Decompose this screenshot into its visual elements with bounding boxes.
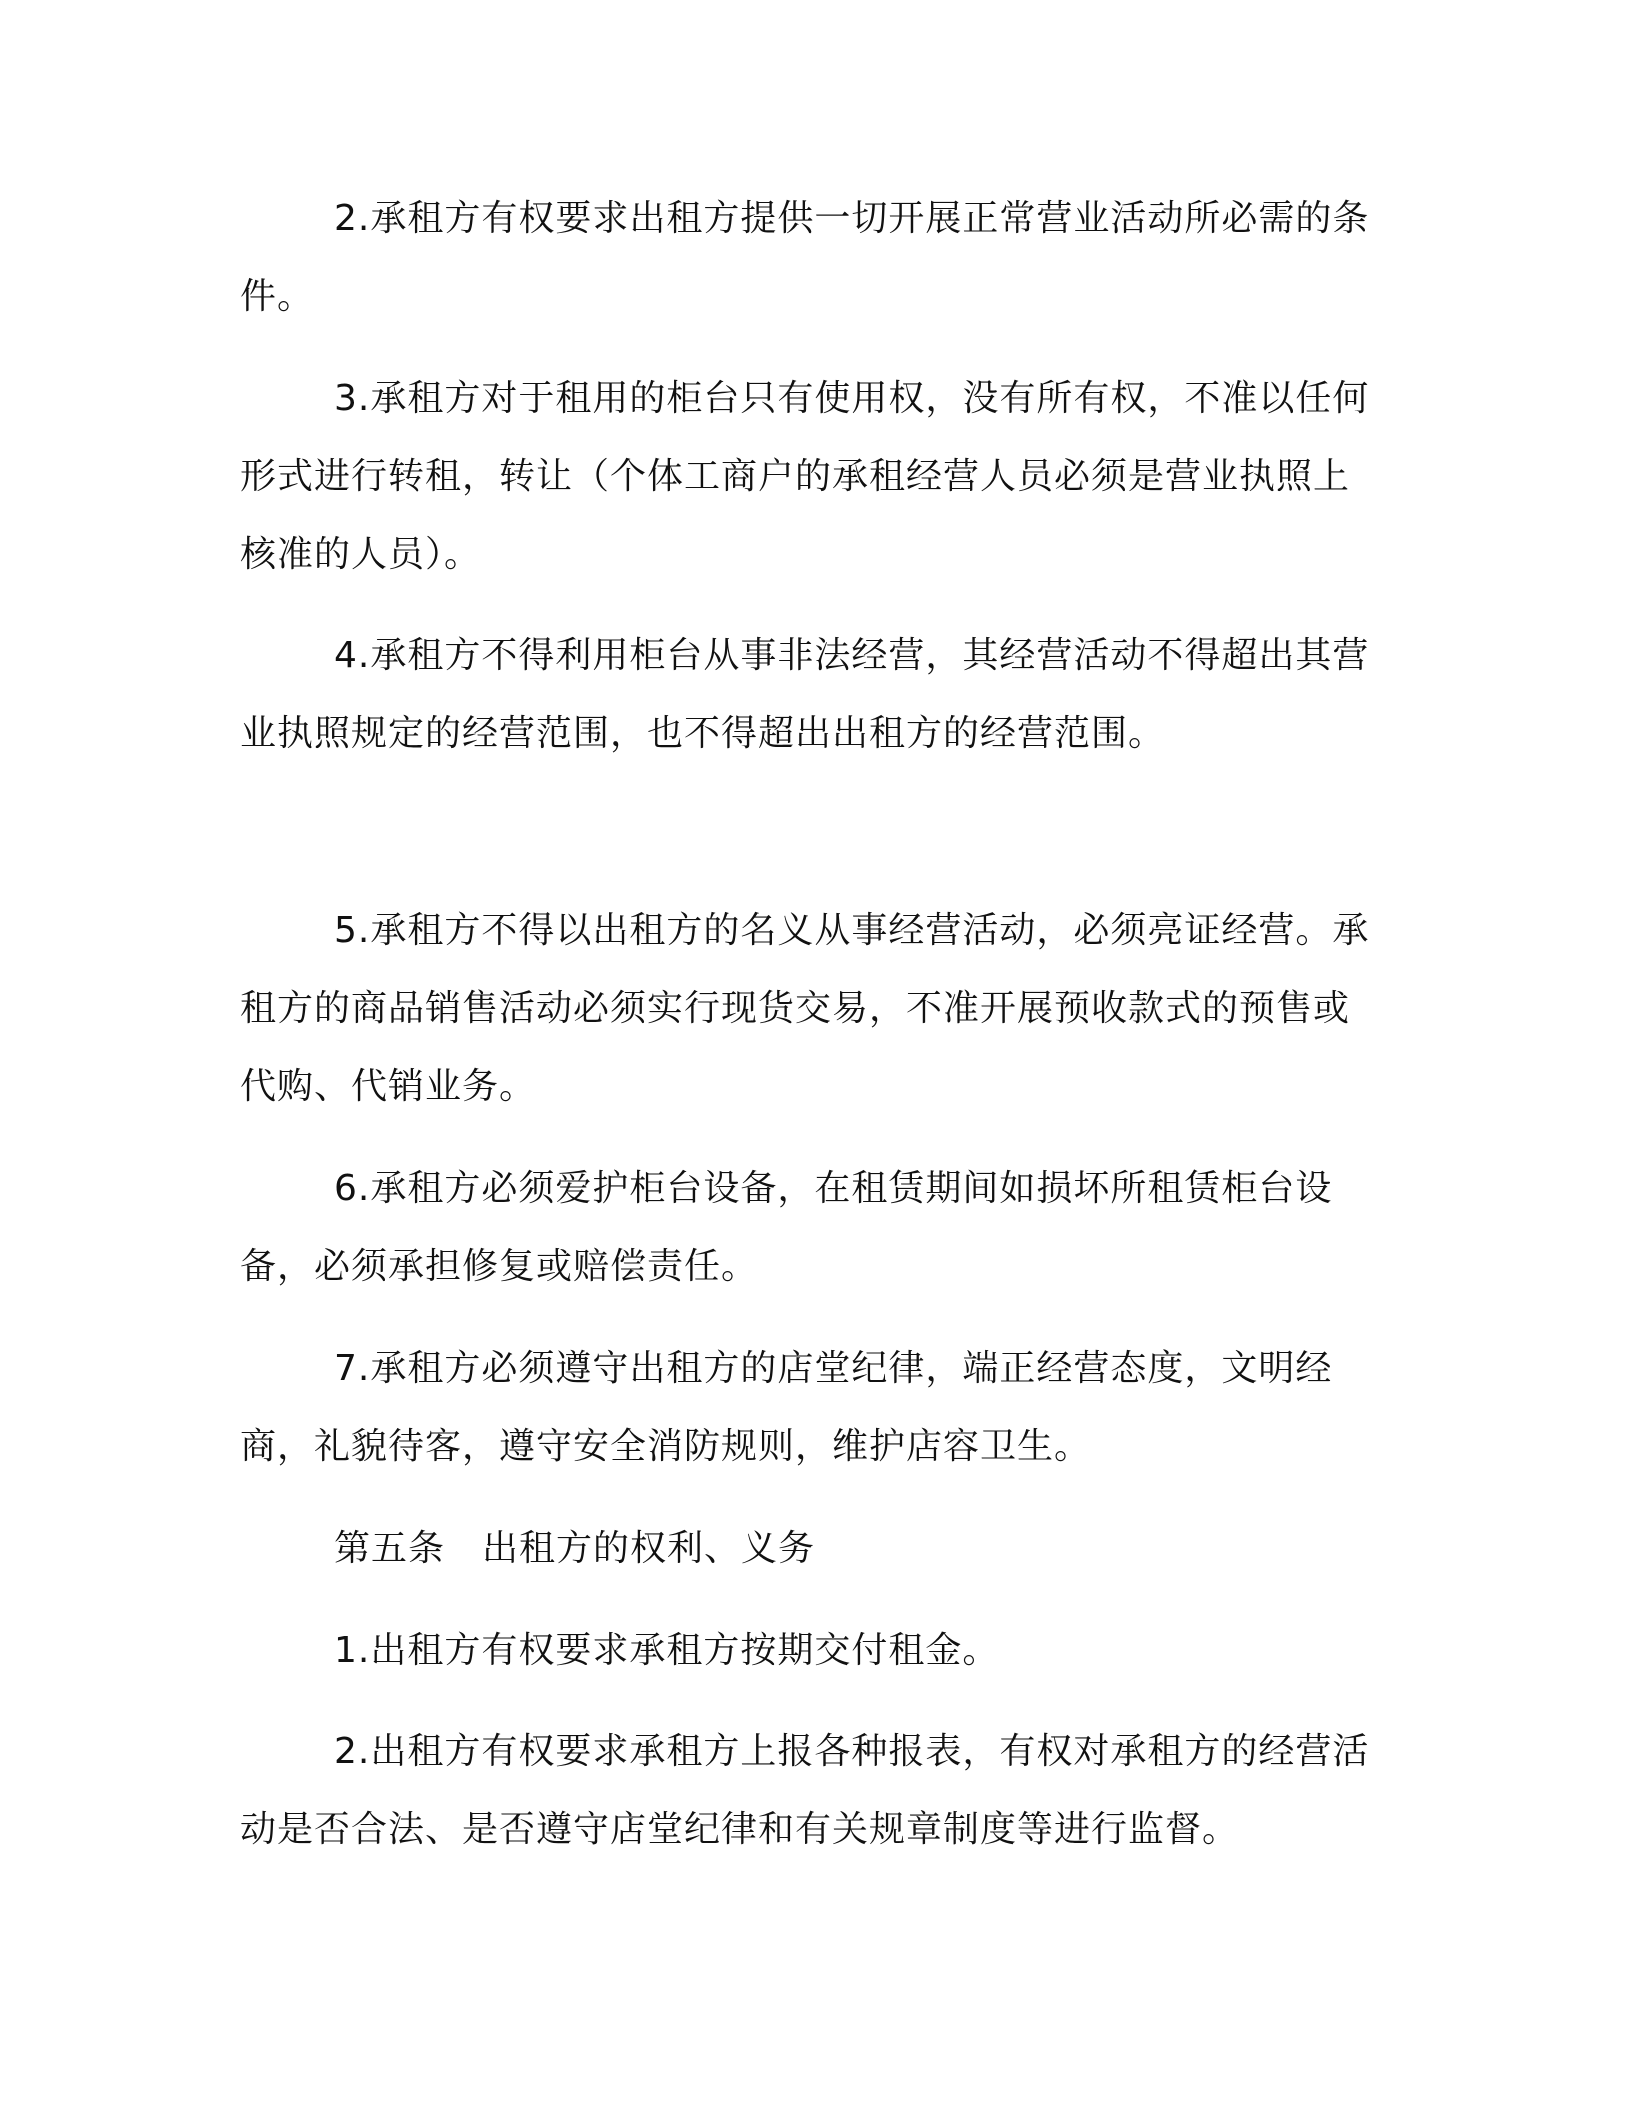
lessor-clause-1-rent: 1.出租方有权要求承租方按期交付租金。: [334, 1630, 1000, 1671]
clause-2-tenant-right: 2.承租方有权要求出租方提供一切开展正常营业活动所必需的条件。: [240, 198, 1370, 317]
clause-7-store-discipline: 7.承租方必须遵守出租方的店堂纪律，端正经营态度，文明经商，礼貌待客，遵守安全消防规则，维护店容卫生。: [240, 1348, 1333, 1467]
clause-6-equipment-care: 6.承租方必须爱护柜台设备，在租赁期间如损坏所租赁柜台设备，必须承担修复或赔偿责任。: [240, 1168, 1333, 1287]
clause-5-license-display: 5.承租方不得以出租方的名义从事经营活动，必须亮证经营。承租方的商品销售活动必须实行现货交易，不准开展预收款式的预售或代购、代销业务。: [240, 910, 1370, 1107]
section-heading: 第五条 出租方的权利、义务: [334, 1528, 816, 1569]
clause-3-no-sublease: 3.承租方对于租用的柜台只有使用权，没有所有权，不准以任何形式进行转租，转让（个体工商户的承租经营人员必须是营业执照上核准的人员）。: [240, 378, 1370, 575]
clause-4-legal-operation: 4.承租方不得利用柜台从事非法经营，其经营活动不得超出其营业执照规定的经营范围，也不得超出出租方的经营范围。: [240, 635, 1370, 754]
lessor-clause-2-supervision: 2.出租方有权要求承租方上报各种报表，有权对承租方的经营活动是否合法、是否遵守店堂纪律和有关规章制度等进行监督。: [240, 1731, 1370, 1850]
